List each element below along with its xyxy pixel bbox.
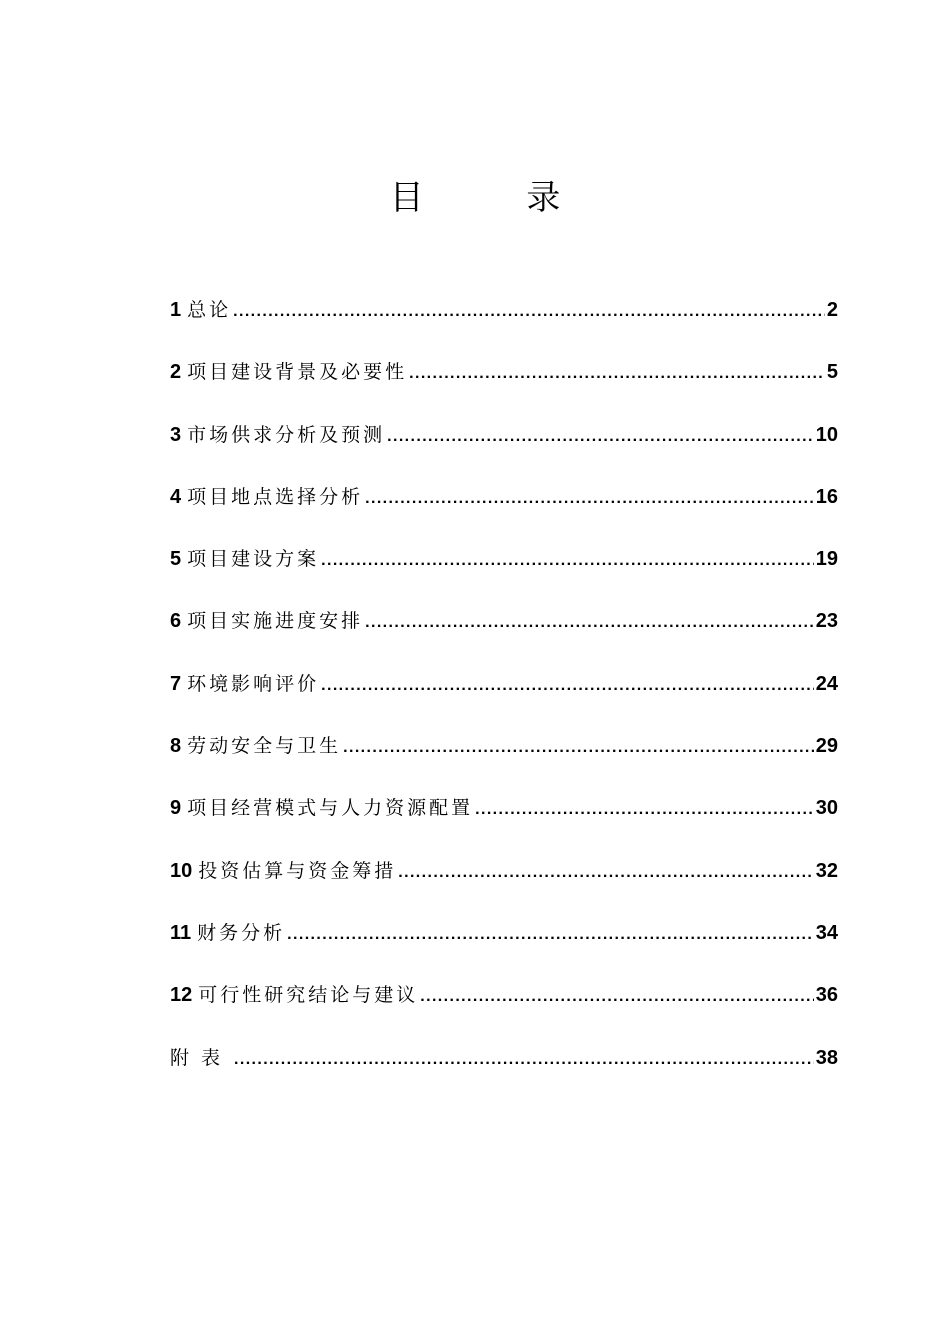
toc-entry[interactable]: [170, 975, 838, 1037]
dot-leader: [387, 417, 814, 457]
toc-entry-page: 2: [826, 299, 838, 321]
toc-entry-number: 12: [170, 984, 193, 1007]
dot-leader: [321, 541, 814, 581]
dot-leader: [420, 977, 813, 1017]
toc-entry-number: 4: [170, 485, 182, 508]
toc-entry-title: 投资估算与资金筹措: [198, 859, 397, 882]
dot-leader: [287, 915, 814, 955]
dot-leader: [343, 728, 814, 768]
toc-entry-number: 11: [170, 921, 192, 944]
toc-entry-title: 项目经营模式与人力资源配置: [187, 797, 474, 820]
toc-entry-title: 市场供求分析及预测: [187, 423, 386, 446]
toc-entry-number: 1: [170, 299, 182, 321]
toc-entry-number: 2: [170, 361, 182, 384]
toc-entry-title: 项目实施进度安排: [187, 610, 364, 633]
toc-entry[interactable]: [170, 601, 838, 663]
toc-entry-page: 32: [815, 859, 838, 882]
toc-entry-title: 附表: [170, 1046, 233, 1069]
toc-entry[interactable]: [170, 352, 838, 414]
toc-entry-page: 36: [815, 984, 838, 1007]
toc-entry-title: 环境影响评价: [187, 672, 320, 695]
toc-entry-number: 7: [170, 672, 182, 695]
toc-entry-page: 38: [815, 1046, 838, 1069]
toc-entry-title: 项目建设方案: [187, 548, 320, 571]
toc-entry-page: 16: [815, 485, 838, 508]
toc-entry-title: 可行性研究结论与建议: [198, 984, 419, 1007]
toc-entry-title: 总论: [187, 299, 232, 321]
dot-leader: [234, 1040, 814, 1080]
toc-entry-page: 10: [815, 423, 838, 446]
dot-leader: [398, 853, 813, 893]
dot-leader: [475, 790, 814, 830]
toc-entry[interactable]: [170, 664, 838, 726]
page-title: 目 录: [389, 178, 607, 218]
toc-entry[interactable]: [170, 913, 838, 975]
dot-leader: [365, 603, 814, 643]
toc-entry-title: 项目建设背景及必要性: [187, 361, 408, 384]
table-of-contents: [170, 290, 838, 1100]
toc-entry-number: 9: [170, 797, 182, 820]
dot-leader: [321, 666, 814, 706]
toc-entry-page: 23: [815, 610, 838, 633]
toc-entry-title: 财务分析: [197, 921, 286, 944]
toc-entry-page: 30: [815, 797, 838, 820]
toc-entry[interactable]: [170, 477, 838, 539]
toc-entry[interactable]: [170, 290, 838, 352]
toc-entry[interactable]: [170, 415, 838, 477]
toc-entry-page: 24: [815, 672, 838, 695]
toc-entry-page: 29: [815, 735, 838, 758]
toc-entry-title: 项目地点选择分析: [187, 485, 364, 508]
dot-leader: [365, 479, 814, 519]
dot-leader: [409, 354, 825, 394]
dot-leader: [233, 292, 825, 332]
toc-entry[interactable]: [170, 539, 838, 601]
toc-entry[interactable]: [170, 851, 838, 913]
toc-entry-page: 19: [815, 548, 838, 571]
toc-entry[interactable]: [170, 726, 838, 788]
toc-entry-page: 5: [826, 361, 838, 384]
toc-entry-page: 34: [815, 921, 838, 944]
toc-entry-number: 6: [170, 610, 182, 633]
toc-entry[interactable]: [170, 788, 838, 850]
toc-entry-appendix[interactable]: [170, 1038, 838, 1100]
toc-entry-number: 8: [170, 735, 182, 758]
toc-entry-number: 3: [170, 423, 182, 446]
toc-entry-number: 5: [170, 548, 182, 571]
toc-entry-number: 10: [170, 859, 193, 882]
toc-entry-title: 劳动安全与卫生: [187, 735, 342, 758]
